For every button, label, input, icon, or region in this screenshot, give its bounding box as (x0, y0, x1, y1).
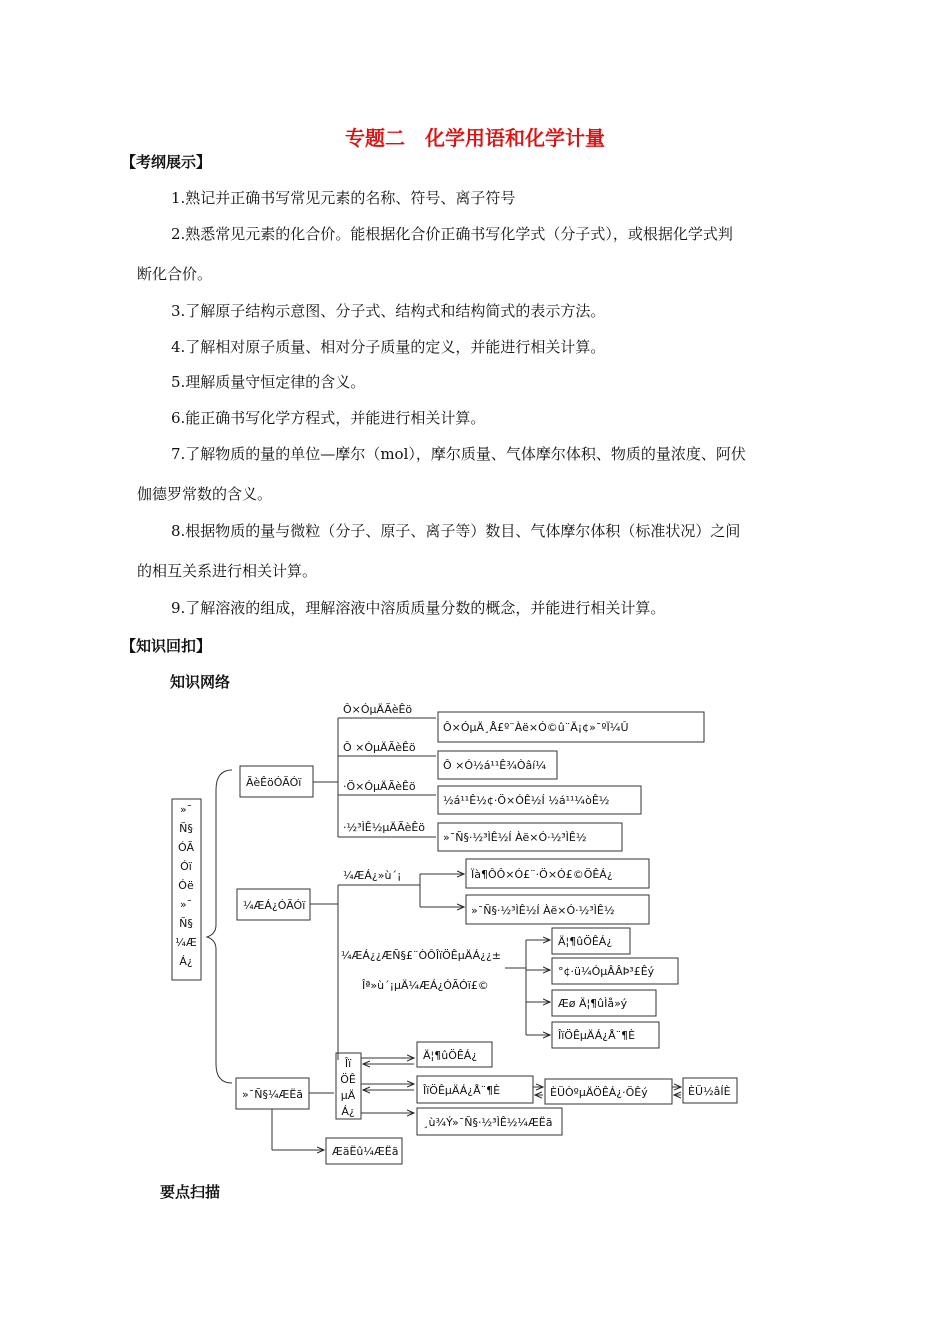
root-text-6: »¯ (179, 898, 193, 911)
root-text-3: ÓÃ (178, 841, 194, 854)
b1-label-4: ·½³ÌÊ½µÄÃèÊö (343, 821, 426, 834)
root-text-1: »¯ (179, 803, 193, 816)
b3-chain-text-1: ÈÜÒºµÄÖÊÁ¿·ÖÊý (550, 1086, 648, 1099)
b1-box-text-2: Ô ×Ó½á¹¹Ê¾Òâí¼ (443, 759, 546, 772)
outline-item-7: 7.了解物质的量的单位—摩尔（mol），摩尔质量、气体摩尔体积、物质的量浓度、阿伏 伽德罗常数的含义。 (137, 445, 746, 503)
root-text-5: Óë (178, 879, 194, 892)
b2-box-text-5: Æø Ä¦¶ûÌå»ý (558, 997, 628, 1010)
b2-box-text-3: Ä¦¶ûÖÊÁ¿ (558, 935, 613, 948)
b1-label-3: ·Ö×ÓµÄÃèÊö (343, 780, 416, 793)
root-text-7: Ñ§ (179, 917, 193, 930)
outline-item-2: 2.熟悉常见元素的化合价。能根据化合价正确书写化学式（分子式），或根据化学式判 断化合价。 (137, 225, 733, 283)
root-text-9: Á¿ (179, 955, 193, 968)
page-title: 专题二 化学用语和化学计量 (345, 126, 605, 150)
recall-heading: 【知识回扣】 (121, 637, 212, 655)
b3-box-text-3: ¸ù¾Ý»¯Ñ§·½³ÌÊ½¼ÆËã (423, 1116, 553, 1129)
outline-heading: 【考纲展示】 (121, 153, 212, 171)
b1-label-1: Ô×ÓµÄÃèÊö (343, 703, 413, 716)
b3-bottom-text: ÆäËû¼ÆËã (332, 1145, 399, 1158)
scan-heading: 要点扫描 (160, 1183, 221, 1201)
b3-col-text-4: Á¿ (341, 1105, 355, 1118)
branch1-label: ÃèÊöÓÃÓï (246, 776, 302, 789)
b1-box-text-3: ½á¹¹Ê½¢·Ö×ÓÊ½Í ½á¹¹¼òÊ½ (443, 794, 610, 807)
branch2-label: ¼ÆÁ¿ÓÃÓï (243, 899, 306, 912)
b1-label-2: Ô ×ÓµÄÃèÊö (343, 741, 416, 754)
root-text-2: Ñ§ (179, 822, 193, 835)
outline-item-8: 8.根据物质的量与微粒（分子、原子、离子等）数目、气体摩尔体积（标准状况）之间 的相互关系进行相关计算。 (137, 522, 741, 580)
b2-box-text-6: ÎïÖÊµÄÁ¿Å¨¶È (558, 1029, 636, 1042)
b3-box-text-2: ÎïÖÊµÄÁ¿Å¨¶È (423, 1084, 501, 1097)
b2-box-text-2: »¯Ñ§·½³ÌÊ½Í Àë×Ó·½³ÌÊ½ (471, 904, 615, 917)
outline-item-9: 9.了解溶液的组成，理解溶液中溶质质量分数的概念，并能进行相关计算。 (171, 599, 666, 617)
b3-col-text-2: ÖÊ (340, 1073, 356, 1086)
b3-col-text-3: µÄ (340, 1089, 356, 1102)
root-text-8: ¼Æ (175, 936, 197, 949)
b2-label-1: ¼ÆÁ¿»ù´¡ (343, 869, 402, 882)
branch3-label: »¯Ñ§¼ÆËã (242, 1088, 304, 1101)
outline-item-6: 6.能正确书写化学方程式，并能进行相关计算。 (171, 409, 486, 427)
b2-label-2a: ¼ÆÁ¿¿ÆÑ§£¨ÒÔÎïÖÊµÄÁ¿¿± (341, 949, 501, 962)
b3-col-text-1: Îï (344, 1057, 352, 1070)
b2-box-text-1: Ïà¶ÔÔ×Ó£¨·Ö×Ó£©ÖÊÁ¿ (471, 868, 613, 881)
outline-item-4: 4.了解相对原子质量、相对分子质量的定义，并能进行相关计算。 (171, 338, 606, 356)
outline-item-3: 3.了解原子结构示意图、分子式、结构式和结构简式的表示方法。 (171, 302, 606, 320)
b3-chain-text-2: ÈÜ½âÍÈ (688, 1085, 731, 1098)
outline-item-1: 1.熟记并正确书写常见元素的名称、符号、离子符号 (171, 189, 516, 207)
outline-item-5: 5.理解质量守恒定律的含义。 (171, 373, 366, 391)
b2-box-text-4: °¢·ü¼ÓµÂÂÞ³£Êý (558, 965, 655, 978)
network-heading: 知识网络 (170, 673, 231, 691)
b2-label-2b: Îª»ù´¡µÄ¼ÆÁ¿ÓÃÓï£© (362, 979, 489, 992)
b1-box-text-1: Ô×ÓµÄ¸Å£º¨Àë×Ó©û¨Ä¡¢»¯ºÏ¼Û (443, 721, 629, 734)
b3-box-text-1: Ä¦¶ûÖÊÁ¿ (423, 1049, 478, 1062)
b1-box-text-4: »¯Ñ§·½³ÌÊ½Í Àë×Ó·½³ÌÊ½ (443, 831, 587, 844)
root-text-4: Óï (180, 860, 192, 873)
main-brace (207, 770, 232, 1083)
